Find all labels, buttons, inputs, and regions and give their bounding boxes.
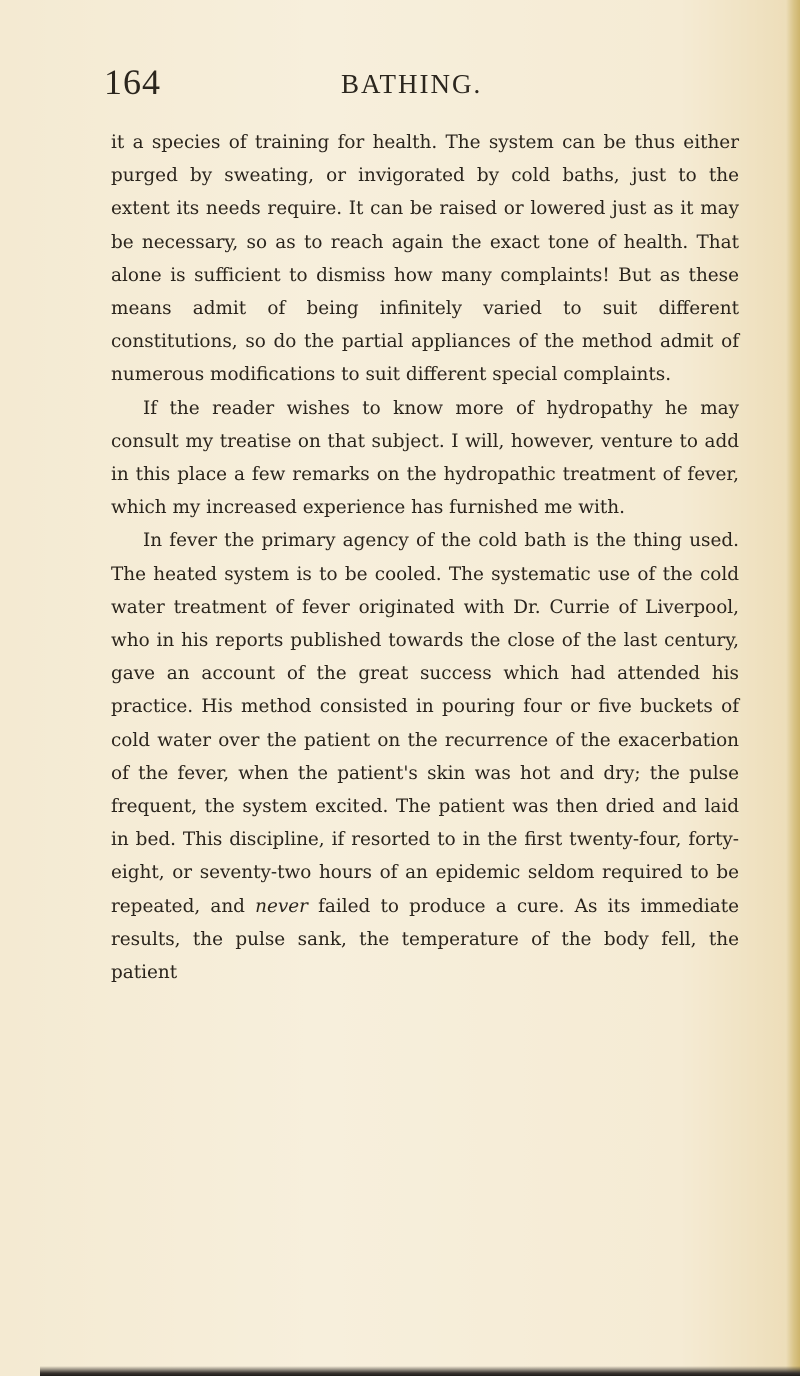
running-head: BATHING. bbox=[341, 69, 483, 99]
paragraph-fever bbox=[111, 524, 739, 989]
page-bottom-shadow bbox=[40, 1366, 800, 1376]
body-text bbox=[111, 126, 739, 989]
paragraph-fever-text-end: failed to produce a cure. As its immediate results, the pulse sank, the temperature of the body fell, the patient bbox=[111, 895, 739, 984]
page-number: 164 bbox=[104, 62, 161, 102]
paragraph-hydropathy: If the reader wishes to know more of hydropathy he may consult my treatise on that subject. I will, however, venture to add in this place a few remarks on the hydropathic treatment of fever, which my increased experience has furnished me with. bbox=[111, 397, 739, 519]
paragraph-continuation: it a species of training for health. The system can be thus either purged by sweating, or invigorated by cold baths, just to the extent its needs require. It can be raised or lowered just as it may be necessary, so as to reach again the exact tone of health. That alone is sufficient to dismiss how many complaints! But as these means admit of being infinitely varied to suit different constitutions, so do the partial appliances of the method admit of numerous modifications to suit different special complaints. bbox=[111, 132, 739, 386]
page-header bbox=[104, 62, 744, 106]
paragraph-fever-text: In fever the primary agency of the cold bath is the thing used. The heated system is to be cooled. The systematic use of the cold water treatment of fever originated with Dr. Currie of Liverpool, who in his reports published towards the close of the last century, gave an account of the great success which had attended his practice. His method consisted in pouring four or five buckets of cold water over the patient on the recurrence of the exacerbation of the fever, when the patient's skin was hot and dry; the pulse frequent, the system excited. The patient was then dried and laid in bed. This discipline, if resorted to in the first twenty-four, forty-eight, or seventy-two hours of an epidemic seldom required to be repeated, and bbox=[111, 530, 739, 917]
page-edge-shadow bbox=[786, 0, 800, 1376]
emphasis-never: never bbox=[255, 895, 308, 917]
